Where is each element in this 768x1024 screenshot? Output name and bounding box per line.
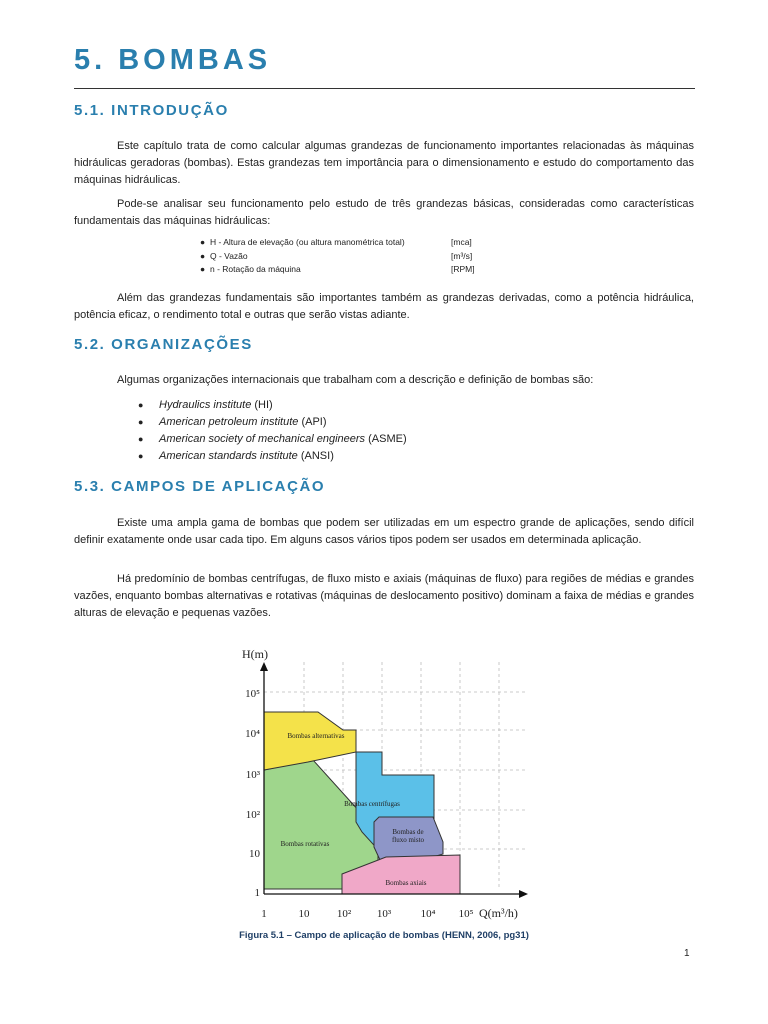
label-bombas-rotativas: Bombas rotativas	[280, 840, 330, 848]
application-field-diagram	[238, 642, 532, 924]
region-bombas-alternativas	[264, 712, 356, 770]
title-divider	[74, 88, 695, 89]
x-tick-labels	[261, 908, 473, 920]
quantity-item: ● H - Altura de elevação (ou altura manométrica total) [mca]	[200, 236, 405, 250]
intro-paragraph-1: Este capítulo trata de como calcular algumas grandezas de funcionamento importantes relacionadas às máquinas hidráulicas geradoras (bombas). Estas grandezas tem importância para o dimensionamento e estudo do comportamento das máquinas hidráulicas.	[74, 140, 694, 186]
organization-item: ● American petroleum institute (API)	[138, 414, 407, 431]
y-tick-label: 10	[249, 848, 260, 860]
applications-paragraph-1: Existe uma ampla gama de bombas que podem ser utilizadas em um espectro grande de aplicações, sendo difícil definir exatamente onde usar cada tipo. Em alguns casos vários tipos podem ser usados em determinada aplicação.	[74, 517, 694, 546]
bullet-icon: ●	[138, 434, 144, 444]
y-axis-label: H(m)	[242, 647, 268, 661]
quantity-unit: [RPM]	[451, 264, 475, 274]
organization-item: ● American society of mechanical engineers (ASME)	[138, 431, 407, 448]
quantity-item: ● Q - Vazão [m³/s]	[200, 250, 405, 264]
quantity-unit: [m³/s]	[451, 250, 473, 261]
y-tick-label: 1	[254, 887, 260, 899]
label-bombas-centrifugas: Bombas centrífugas	[344, 800, 400, 808]
y-axis-arrow-icon	[260, 662, 268, 671]
y-tick-label: 10³	[245, 769, 260, 781]
x-tick-label: 10⁴	[420, 908, 436, 920]
intro-paragraph-3: Além das grandezas fundamentais são importantes também as grandezas derivadas, como a potência hidráulica, potência eficaz, o rendimento total e outras que serão vistas adiante.	[74, 292, 694, 321]
x-tick-label: 10	[298, 908, 310, 920]
y-tick-labels	[245, 688, 261, 899]
section-title-campos-de-aplicacao: 5.3. CAMPOS DE APLICAÇÃO	[74, 478, 326, 495]
x-axis-arrow-icon	[519, 890, 528, 898]
page-number: 1	[684, 948, 690, 959]
x-tick-label: 10²	[336, 908, 352, 920]
x-axis-label: Q(m³/h)	[479, 906, 518, 920]
y-tick-label: 10⁵	[245, 688, 260, 700]
label-bombas-fluxo-misto: Bombas de fluxo misto	[391, 828, 425, 844]
chapter-title: 5. BOMBAS	[74, 44, 272, 76]
bullet-icon: ●	[200, 237, 206, 247]
section-title-introducao: 5.1. INTRODUÇÃO	[74, 102, 229, 119]
fundamental-quantities-list	[200, 236, 475, 277]
x-tick-label: 10⁵	[458, 908, 474, 920]
x-tick-label: 1	[261, 908, 267, 920]
organizations-intro: Algumas organizações internacionais que trabalham com a descrição e definição de bombas são:	[117, 374, 594, 386]
intro-paragraph-2: Pode-se analisar seu funcionamento pelo estudo de três grandezas básicas, consideradas como características fundamentais das máquinas hidráulicas:	[74, 198, 694, 227]
quantity-item: ● n - Rotação da máquina [RPM]	[200, 263, 405, 277]
bullet-icon: ●	[138, 400, 144, 410]
label-bombas-alternativas: Bombas alternativas	[287, 732, 345, 740]
label-bombas-axiais: Bombas axiais	[385, 879, 427, 887]
y-tick-label: 10⁴	[245, 728, 260, 740]
quantity-unit: [mca]	[451, 237, 472, 247]
section-title-organizacoes: 5.2. ORGANIZAÇÕES	[74, 336, 253, 353]
organization-item: ● Hydraulics institute (HI)	[138, 397, 407, 414]
pump-application-field-figure	[238, 642, 532, 924]
bullet-icon: ●	[138, 451, 144, 461]
applications-paragraph-2: Há predomínio de bombas centrífugas, de fluxo misto e axiais (máquinas de fluxo) para regiões de médias e grandes vazões, enquanto bombas alternativas e rotativas (máquinas de deslocamento positivo) dominam a faixa de médias e grandes alturas de elevação e pequenas vazões.	[74, 573, 694, 619]
y-tick-label: 10²	[245, 809, 260, 821]
organizations-list	[138, 397, 407, 465]
bullet-icon: ●	[200, 250, 206, 261]
x-tick-label: 10³	[376, 908, 392, 920]
bullet-icon: ●	[138, 417, 144, 427]
figure-caption: Figura 5.1 – Campo de aplicação de bombas (HENN, 2006, pg31)	[239, 930, 529, 941]
bullet-icon: ●	[200, 264, 206, 274]
organization-item: ● American standards institute (ANSI)	[138, 448, 407, 465]
